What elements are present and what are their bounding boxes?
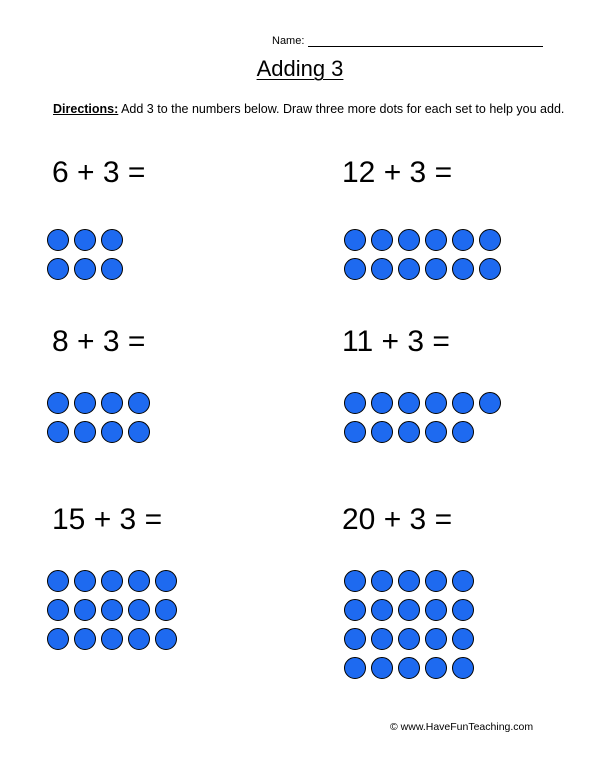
counting-dot — [371, 628, 393, 650]
counting-dot — [128, 570, 150, 592]
counting-dot — [101, 392, 123, 414]
name-field-row — [272, 34, 543, 47]
dot-group — [344, 570, 479, 686]
counting-dot — [74, 421, 96, 443]
dot-group — [344, 229, 506, 287]
equation: 15 + 3 = — [52, 503, 163, 536]
counting-dot — [128, 628, 150, 650]
counting-dot — [371, 258, 393, 280]
counting-dot — [371, 599, 393, 621]
counting-dot — [398, 392, 420, 414]
dot-group — [47, 229, 128, 287]
counting-dot — [398, 657, 420, 679]
counting-dot — [425, 421, 447, 443]
dot-group — [47, 392, 155, 450]
problem-6 — [342, 504, 582, 536]
counting-dot — [479, 392, 501, 414]
equation: 20 + 3 = — [342, 503, 453, 536]
counting-dot — [101, 421, 123, 443]
counting-dot — [155, 599, 177, 621]
counting-dot — [479, 258, 501, 280]
counting-dot — [371, 657, 393, 679]
dot-row — [47, 570, 182, 592]
dot-group — [47, 570, 182, 657]
dot-row — [344, 657, 479, 679]
counting-dot — [128, 599, 150, 621]
counting-dot — [398, 229, 420, 251]
dot-row — [344, 258, 506, 280]
counting-dot — [452, 392, 474, 414]
dot-row — [344, 599, 479, 621]
counting-dot — [425, 599, 447, 621]
dot-row — [47, 421, 155, 443]
counting-dot — [425, 657, 447, 679]
counting-dot — [47, 628, 69, 650]
counting-dot — [74, 628, 96, 650]
counting-dot — [425, 229, 447, 251]
counting-dot — [344, 570, 366, 592]
problem-4 — [342, 326, 582, 358]
counting-dot — [371, 570, 393, 592]
counting-dot — [128, 421, 150, 443]
counting-dot — [344, 258, 366, 280]
dot-row — [47, 599, 182, 621]
counting-dot — [101, 570, 123, 592]
counting-dot — [74, 570, 96, 592]
counting-dot — [479, 229, 501, 251]
counting-dot — [425, 258, 447, 280]
problem-5 — [52, 504, 292, 536]
dot-row — [344, 421, 506, 443]
dot-row — [47, 392, 155, 414]
equation: 6 + 3 = — [52, 156, 146, 189]
counting-dot — [47, 421, 69, 443]
counting-dot — [452, 570, 474, 592]
worksheet-title-text: Adding 3 — [256, 56, 344, 81]
worksheet-title — [0, 56, 600, 82]
counting-dot — [371, 392, 393, 414]
counting-dot — [47, 392, 69, 414]
counting-dot — [371, 229, 393, 251]
counting-dot — [398, 421, 420, 443]
directions-label: Directions: — [53, 102, 119, 116]
directions — [53, 101, 573, 118]
counting-dot — [344, 229, 366, 251]
copyright-footer: © www.HaveFunTeaching.com — [390, 721, 534, 733]
counting-dot — [74, 392, 96, 414]
counting-dot — [371, 421, 393, 443]
counting-dot — [47, 258, 69, 280]
problem-1 — [52, 157, 292, 189]
counting-dot — [47, 570, 69, 592]
counting-dot — [452, 229, 474, 251]
dot-row — [344, 392, 506, 414]
counting-dot — [47, 599, 69, 621]
counting-dot — [452, 628, 474, 650]
counting-dot — [425, 392, 447, 414]
counting-dot — [74, 599, 96, 621]
counting-dot — [344, 421, 366, 443]
counting-dot — [344, 657, 366, 679]
counting-dot — [425, 628, 447, 650]
problem-3 — [52, 326, 292, 358]
dot-row — [47, 628, 182, 650]
dot-row — [344, 570, 479, 592]
counting-dot — [452, 599, 474, 621]
directions-text: Add 3 to the numbers below. Draw three more dots for each set to help you add. — [118, 102, 565, 116]
counting-dot — [101, 258, 123, 280]
equation: 11 + 3 = — [342, 325, 450, 358]
counting-dot — [398, 599, 420, 621]
dot-row — [47, 258, 128, 280]
counting-dot — [398, 628, 420, 650]
counting-dot — [74, 258, 96, 280]
name-blank-line[interactable] — [308, 34, 543, 47]
equation: 12 + 3 = — [342, 156, 453, 189]
counting-dot — [47, 229, 69, 251]
counting-dot — [344, 392, 366, 414]
counting-dot — [425, 570, 447, 592]
name-label: Name: — [272, 35, 305, 47]
counting-dot — [452, 657, 474, 679]
dot-row — [344, 628, 479, 650]
counting-dot — [344, 628, 366, 650]
counting-dot — [155, 570, 177, 592]
equation: 8 + 3 = — [52, 325, 146, 358]
counting-dot — [128, 392, 150, 414]
counting-dot — [101, 229, 123, 251]
counting-dot — [452, 258, 474, 280]
counting-dot — [398, 570, 420, 592]
counting-dot — [101, 628, 123, 650]
dot-group — [344, 392, 506, 450]
counting-dot — [344, 599, 366, 621]
dot-row — [47, 229, 128, 251]
counting-dot — [398, 258, 420, 280]
counting-dot — [155, 628, 177, 650]
counting-dot — [74, 229, 96, 251]
dot-row — [344, 229, 506, 251]
problem-2 — [342, 157, 582, 189]
counting-dot — [101, 599, 123, 621]
counting-dot — [452, 421, 474, 443]
